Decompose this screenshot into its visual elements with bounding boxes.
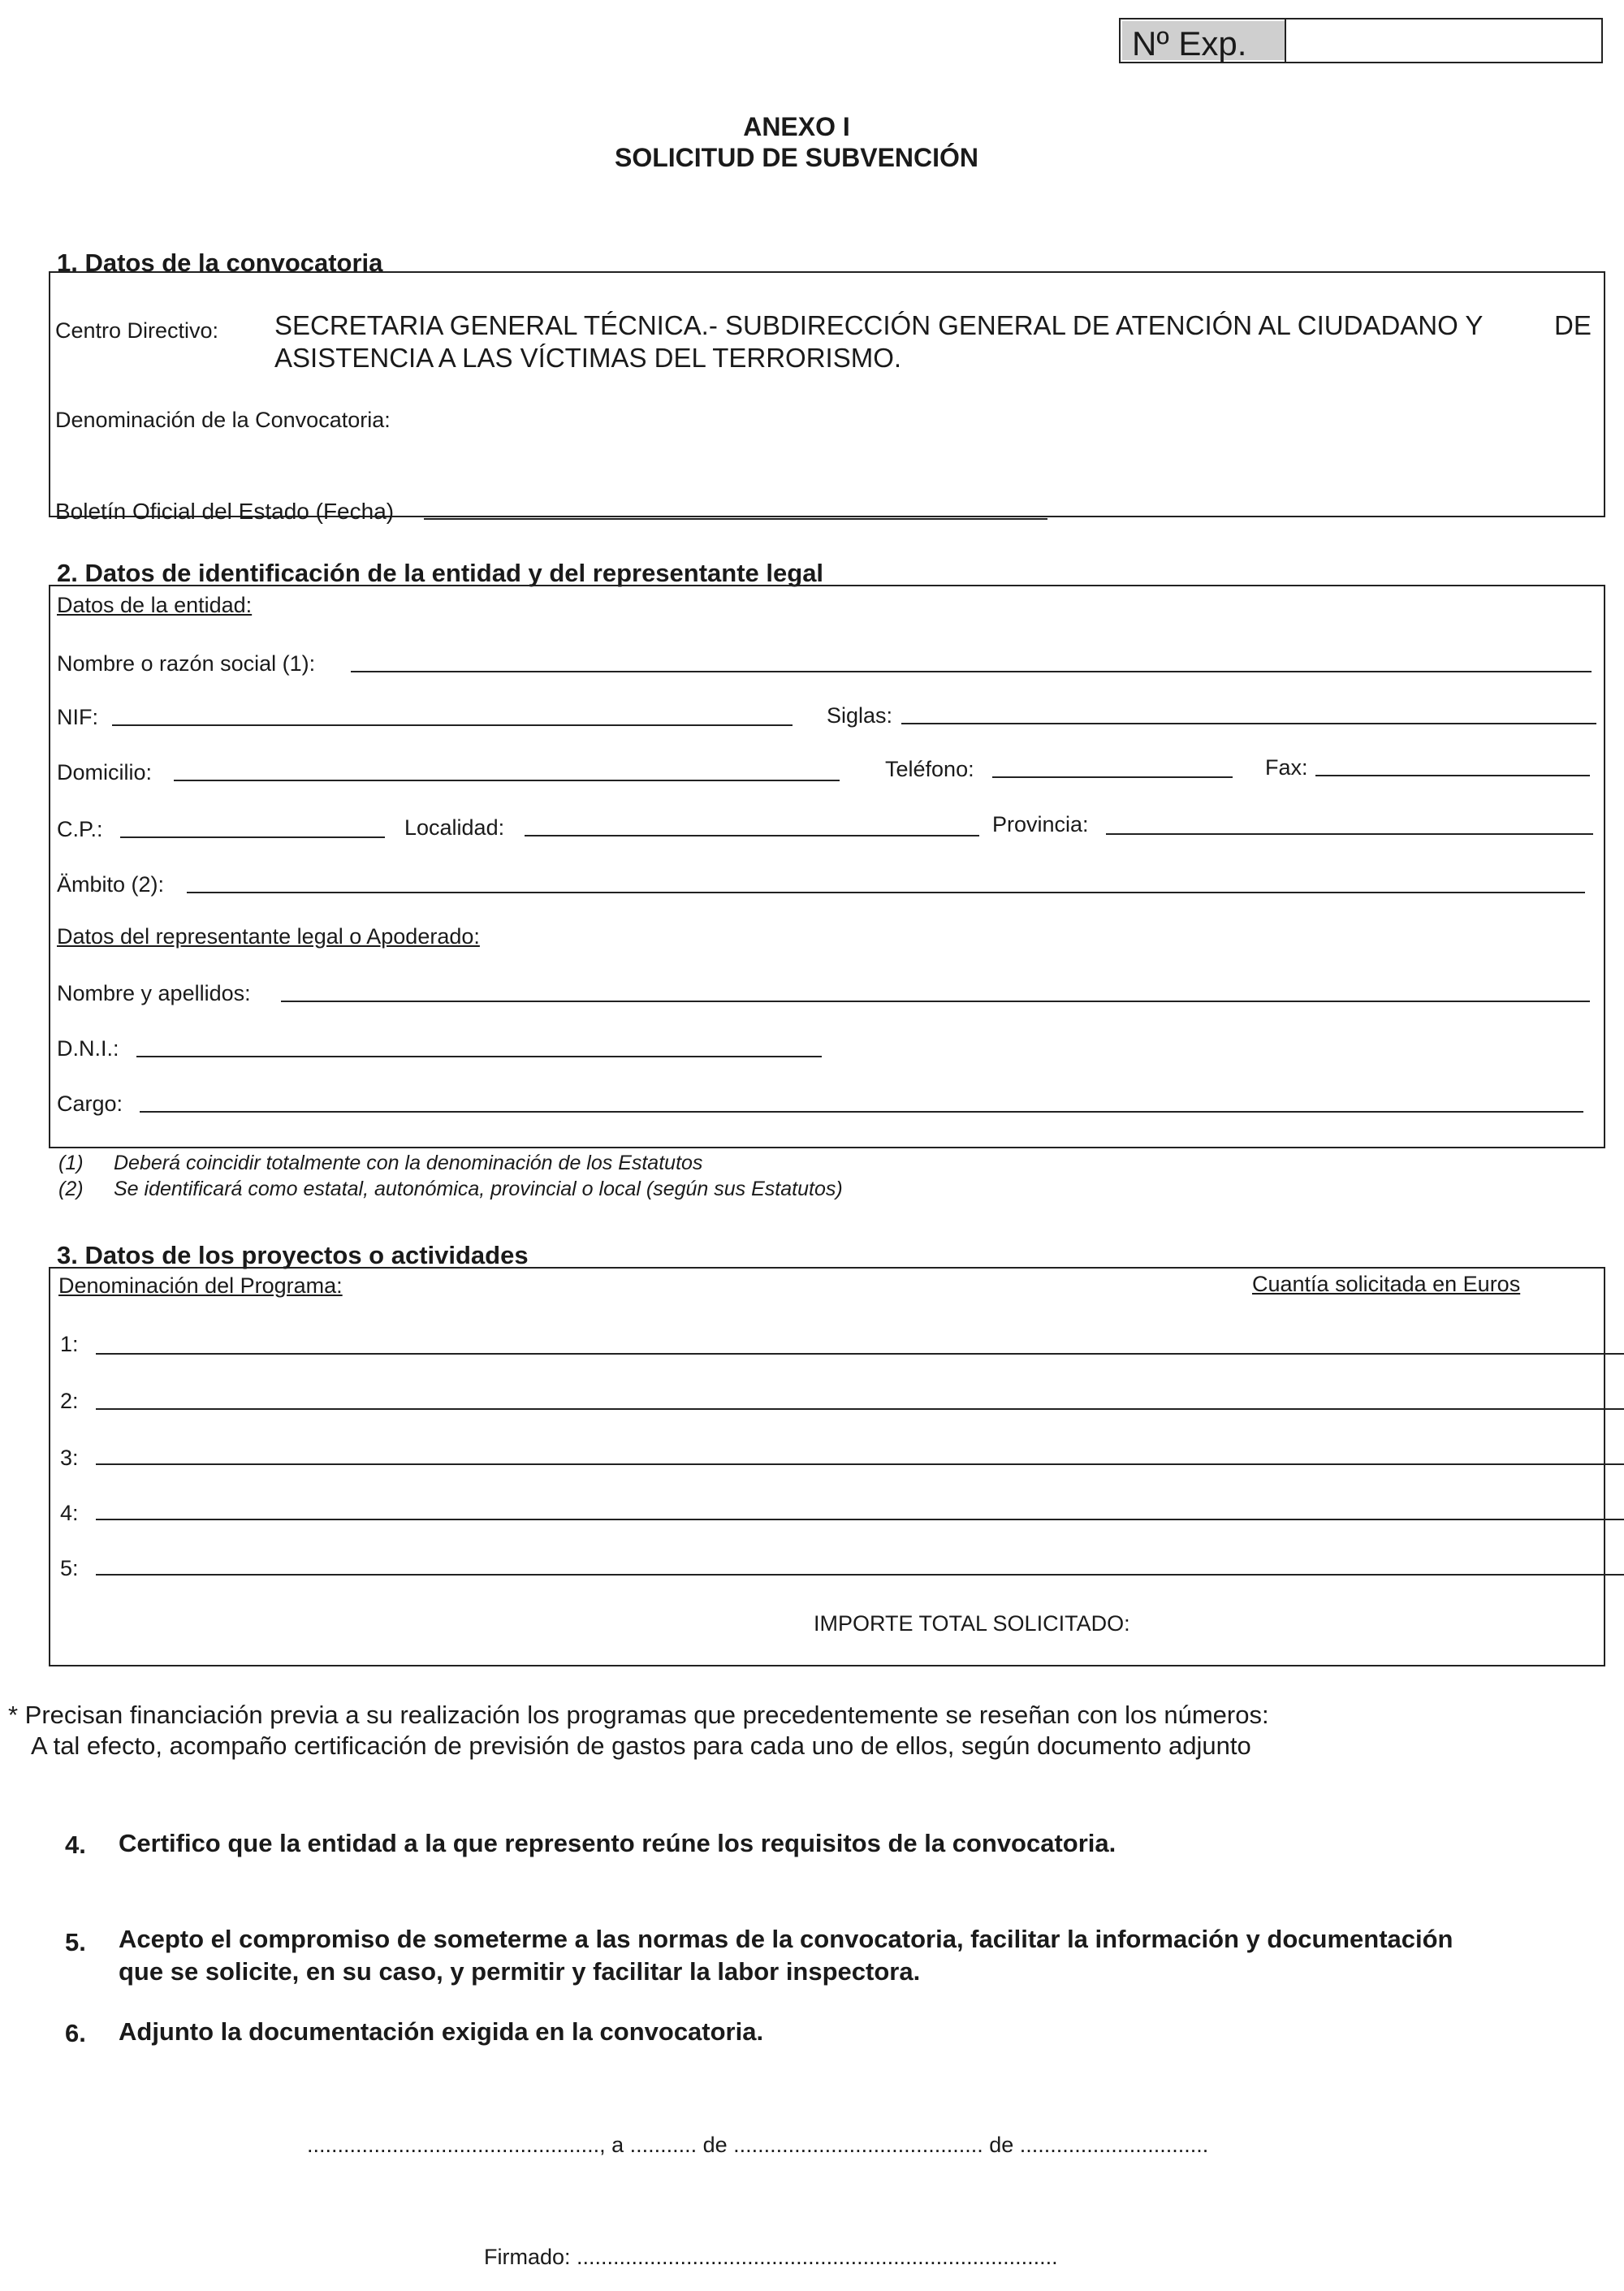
provincia-label: Provincia: bbox=[992, 812, 1089, 836]
note1-text: Deberá coincidir totalmente con la denominación de los Estatutos bbox=[114, 1152, 703, 1174]
declaration-6-text: Adjunto la documentación exigida en la convocatoria. bbox=[119, 2017, 764, 2046]
section2-box bbox=[49, 585, 1605, 1148]
programa-row-4-label: 4: bbox=[60, 1501, 79, 1525]
date-place-line[interactable]: ................................................, a ........... de ......................................... de ............................... bbox=[307, 2133, 1209, 2157]
boe-label: Boletín Oficial del Estado (Fecha) bbox=[55, 499, 395, 524]
fax-label: Fax: bbox=[1265, 755, 1308, 780]
siglas-field[interactable] bbox=[901, 723, 1596, 724]
declaration-6-number: 6. bbox=[65, 2019, 86, 2047]
section1-heading: 1. Datos de la convocatoria bbox=[57, 249, 383, 277]
declaration-4-number: 4. bbox=[65, 1831, 86, 1859]
declaration-5-line2: que se solicite, en su caso, y permitir y facilitar la labor inspectora. bbox=[119, 1957, 921, 1986]
centro-value-line1: SECRETARIA GENERAL TÉCNICA.- SUBDIRECCIÓN GENERAL DE ATENCIÓN AL CIUDADANO Y bbox=[274, 310, 1484, 340]
domicilio-label: Domicilio: bbox=[57, 760, 153, 785]
representante-heading: Datos del representante legal o Apoderado: bbox=[57, 924, 480, 949]
dni-label: D.N.I.: bbox=[57, 1036, 119, 1061]
nombre-razon-field[interactable] bbox=[351, 671, 1592, 672]
centro-value-de: DE bbox=[1554, 310, 1592, 340]
section2-heading: 2. Datos de identificación de la entidad y del representante legal bbox=[57, 559, 824, 587]
section1-box bbox=[49, 271, 1605, 524]
domicilio-field[interactable] bbox=[174, 780, 840, 781]
programa-row-5-label: 5: bbox=[60, 1556, 79, 1580]
dni-field[interactable] bbox=[136, 1056, 822, 1057]
programa-row-3-label: 3: bbox=[60, 1446, 79, 1470]
nif-label: NIF: bbox=[57, 705, 98, 729]
ambito-label: Ämbito (2): bbox=[57, 872, 165, 897]
importe-total-label: IMPORTE TOTAL SOLICITADO: bbox=[814, 1611, 1130, 1636]
localidad-field[interactable] bbox=[525, 835, 979, 836]
page-subtitle: SOLICITUD DE SUBVENCIÓN bbox=[614, 143, 979, 172]
financiacion-line2: A tal efecto, acompaño certificación de previsión de gastos para cada uno de ellos, según documento adjunto bbox=[31, 1731, 1251, 1760]
cargo-label: Cargo: bbox=[57, 1091, 123, 1116]
programa-row-3-field[interactable] bbox=[96, 1463, 1624, 1465]
signature-line[interactable]: Firmado: ............................................................................... bbox=[484, 2245, 1058, 2269]
programa-row-5-field[interactable] bbox=[96, 1574, 1624, 1576]
note1-number: (1) bbox=[58, 1152, 84, 1174]
programa-row-1-field[interactable] bbox=[96, 1353, 1624, 1355]
cp-label: C.P.: bbox=[57, 817, 103, 841]
section3-heading: 3. Datos de los proyectos o actividades bbox=[57, 1241, 529, 1269]
note2-text: Se identificará como estatal, autonómica, provincial o local (según sus Estatutos) bbox=[114, 1178, 843, 1200]
expediente-box bbox=[1119, 18, 1603, 63]
denominacion-label: Denominación de la Convocatoria: bbox=[55, 408, 391, 432]
programa-row-2-label: 2: bbox=[60, 1389, 79, 1413]
declaration-5-number: 5. bbox=[65, 1928, 86, 1956]
nombre-apellidos-field[interactable] bbox=[281, 1001, 1590, 1002]
page-title: ANEXO I bbox=[743, 112, 850, 141]
cp-field[interactable] bbox=[120, 836, 385, 838]
programa-row-4-field[interactable] bbox=[96, 1519, 1624, 1520]
nombre-apellidos-label: Nombre y apellidos: bbox=[57, 981, 251, 1005]
telefono-label: Teléfono: bbox=[885, 757, 974, 781]
programa-row-1-label: 1: bbox=[60, 1332, 79, 1356]
declaration-5-line1: Acepto el compromiso de someterme a las normas de la convocatoria, facilitar la información y documentación bbox=[119, 1925, 1453, 1953]
cargo-field[interactable] bbox=[140, 1111, 1583, 1113]
nif-field[interactable] bbox=[112, 724, 793, 726]
boe-date-field[interactable] bbox=[424, 518, 1047, 520]
telefono-field[interactable] bbox=[992, 776, 1233, 778]
cuantia-heading: Cuantía solicitada en Euros bbox=[1252, 1272, 1521, 1296]
declaration-4-text: Certifico que la entidad a la que represento reúne los requisitos de la convocatoria. bbox=[119, 1829, 1116, 1857]
fax-field[interactable] bbox=[1315, 775, 1590, 776]
provincia-field[interactable] bbox=[1106, 833, 1593, 835]
expediente-label: Nº Exp. bbox=[1132, 24, 1247, 63]
expediente-label-divider bbox=[1285, 19, 1286, 62]
nombre-razon-label: Nombre o razón social (1): bbox=[57, 651, 316, 676]
section3-box bbox=[49, 1267, 1605, 1666]
siglas-label: Siglas: bbox=[827, 703, 893, 728]
financiacion-line1: * Precisan financiación previa a su realización los programas que precedentemente se reseñan con los números: bbox=[8, 1701, 1269, 1729]
programa-heading: Denominación del Programa: bbox=[58, 1273, 343, 1298]
entidad-heading: Datos de la entidad: bbox=[57, 593, 253, 617]
expediente-field[interactable] bbox=[1295, 26, 1587, 55]
programa-row-2-field[interactable] bbox=[96, 1408, 1624, 1410]
localidad-label: Localidad: bbox=[404, 815, 505, 840]
ambito-field[interactable] bbox=[187, 892, 1585, 893]
centro-label: Centro Directivo: bbox=[55, 318, 219, 343]
centro-value-line2: ASISTENCIA A LAS VÍCTIMAS DEL TERRORISMO. bbox=[274, 343, 902, 373]
note2-number: (2) bbox=[58, 1178, 84, 1200]
